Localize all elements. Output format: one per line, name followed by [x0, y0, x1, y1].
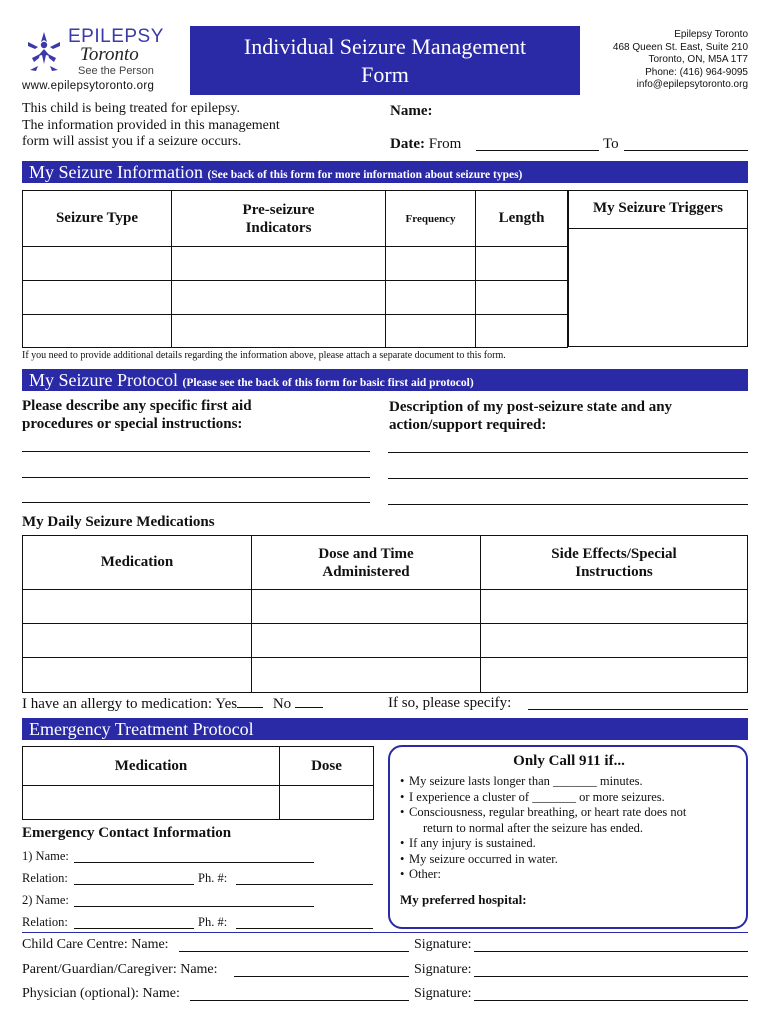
org-email[interactable]: info@epilepsytoronto.org: [636, 79, 748, 90]
contact-2-phone-field[interactable]: [236, 928, 373, 929]
contact-1-name-label: 1) Name:: [22, 849, 69, 863]
intro-text: [22, 101, 280, 151]
signature-divider: [22, 932, 748, 933]
contact-2-name-label: 2) Name:: [22, 893, 69, 907]
list-item: • Other:: [400, 867, 738, 883]
childcare-name-label: Child Care Centre: Name:: [22, 937, 169, 952]
call-911-list: [400, 774, 738, 883]
first-aid-line[interactable]: [22, 477, 370, 478]
seizure-info-note: (See back of this form for more information about seizure types): [207, 169, 523, 181]
seizure-info-heading: [22, 161, 748, 183]
table-cell[interactable]: [23, 281, 172, 315]
logo: [22, 26, 172, 78]
parent-name-field[interactable]: [234, 976, 409, 977]
col-pre-seizure-line-1: Pre-seizure: [242, 201, 315, 218]
col-length: Length: [476, 191, 568, 247]
title-box: [190, 26, 580, 95]
post-seizure-line[interactable]: [388, 504, 748, 505]
col-dose-time-line-1: Dose and Time: [318, 545, 414, 562]
table-cell[interactable]: [23, 590, 252, 624]
protocol-title: My Seizure Protocol: [29, 370, 178, 390]
allergy-no-label: No: [272, 696, 292, 712]
childcare-name-field[interactable]: [179, 951, 409, 952]
org-name: Epilepsy Toronto: [674, 29, 748, 40]
first-aid-prompt-line-2: procedures or special instructions:: [22, 416, 243, 432]
triggers-divider: [569, 228, 747, 229]
post-seizure-line[interactable]: [388, 452, 748, 453]
table-row: [23, 247, 568, 281]
parent-signature-label: Signature:: [414, 962, 472, 977]
post-seizure-prompt-line-2: action/support required:: [389, 417, 547, 433]
col-pre-seizure-line-2: Indicators: [245, 219, 312, 236]
logo-tagline: See the Person: [78, 65, 154, 77]
physician-signature-label: Signature:: [414, 986, 472, 1001]
allergy-no-field[interactable]: [295, 695, 323, 708]
physician-name-field[interactable]: [190, 1000, 409, 1001]
parent-name-label: Parent/Guardian/Caregiver: Name:: [22, 962, 218, 977]
col-medication: Medication: [23, 536, 252, 590]
title-line-1: Individual Seizure Management: [243, 34, 527, 59]
allergy-row: [22, 695, 323, 713]
post-seizure-line[interactable]: [388, 478, 748, 479]
contact-2-relation-field[interactable]: [74, 928, 194, 929]
table-row: [23, 658, 748, 693]
col-seizure-type: Seizure Type: [23, 191, 172, 247]
col-dose-time: [252, 536, 481, 590]
allergy-label: I have an allergy to medication: Yes: [22, 696, 238, 712]
table-cell[interactable]: [252, 590, 481, 624]
table-cell[interactable]: [252, 624, 481, 658]
website-link[interactable]: www.epilepsytoronto.org: [22, 80, 155, 92]
logo-city: Toronto: [80, 44, 139, 65]
list-item: • My seizure lasts longer than _______ minutes.: [400, 774, 738, 790]
allergy-yes-field[interactable]: [237, 695, 263, 708]
list-item: [400, 805, 738, 836]
childcare-signature-field[interactable]: [474, 951, 748, 952]
first-aid-prompt: [22, 397, 252, 433]
col-emergency-dose: Dose: [280, 747, 374, 786]
intro-line-2: The information provided in this management: [22, 117, 280, 133]
table-row: [23, 590, 748, 624]
col-side-effects-line-1: Side Effects/Special: [551, 545, 677, 562]
intro-line-1: This child is being treated for epilepsy.: [22, 101, 240, 116]
table-cell[interactable]: [386, 247, 476, 281]
org-address-2: Toronto, ON, M5A 1T7: [648, 54, 748, 65]
table-row: [23, 281, 568, 315]
parent-signature-field[interactable]: [474, 976, 748, 977]
table-cell[interactable]: [481, 658, 748, 693]
contact-1-relation-field[interactable]: [74, 884, 194, 885]
call-911-box: [388, 745, 748, 929]
allergy-specify-field[interactable]: [528, 709, 748, 710]
table-cell[interactable]: [23, 247, 172, 281]
table-row: [23, 786, 374, 820]
allergy-specify-label: If so, please specify:: [388, 695, 512, 711]
protocol-heading: [22, 369, 748, 391]
date-label: Date:: [390, 136, 425, 152]
table-cell[interactable]: [386, 315, 476, 348]
table-cell[interactable]: [23, 658, 252, 693]
preferred-hospital-label: My preferred hospital:: [400, 891, 527, 907]
table-cell[interactable]: [172, 315, 386, 348]
org-address-1: 468 Queen St. East, Suite 210: [612, 41, 748, 53]
physician-name-label: Physician (optional): Name:: [22, 986, 180, 1001]
date-row: [390, 136, 461, 153]
post-seizure-prompt-line-1: Description of my post-seizure state and any: [389, 399, 673, 415]
table-row: [23, 624, 748, 658]
triggers-box[interactable]: [568, 190, 748, 347]
table-cell[interactable]: [481, 590, 748, 624]
epilepsy-toronto-logo-icon: [24, 30, 64, 74]
table-cell[interactable]: [476, 315, 568, 348]
triggers-label: My Seizure Triggers: [593, 200, 723, 216]
call-item-3-line-1: • Consciousness, regular breathing, or heart rate does not: [409, 805, 687, 819]
col-frequency: Frequency: [386, 191, 476, 247]
org-phone: Phone: (416) 964-9095: [645, 66, 748, 78]
protocol-note: (Please see the back of this form for basic first aid protocol): [182, 377, 474, 389]
seizure-info-footnote: If you need to provide additional details regarding the information above, please attach a separate document to this form.: [22, 350, 506, 361]
contact-1-relation-label: Relation:: [22, 871, 68, 885]
physician-signature-field[interactable]: [474, 1000, 748, 1001]
table-cell[interactable]: [476, 247, 568, 281]
logo-word: EPILEPSY: [68, 26, 164, 47]
date-to-label: To: [603, 136, 619, 152]
first-aid-line[interactable]: [22, 502, 370, 503]
col-side-effects-line-2: Instructions: [575, 563, 653, 580]
emergency-med-table: [22, 746, 374, 820]
medications-table: [22, 535, 748, 693]
seizure-info-table: [22, 190, 568, 348]
contact-1-phone-label: Ph. #:: [198, 871, 228, 885]
first-aid-line[interactable]: [22, 451, 370, 452]
date-from-field[interactable]: [476, 150, 599, 151]
col-emergency-medication: Medication: [23, 747, 280, 786]
table-row: [23, 315, 568, 348]
table-cell[interactable]: [23, 624, 252, 658]
emergency-contact-heading: Emergency Contact Information: [22, 825, 232, 841]
call-911-title: Only Call 911 if...: [513, 753, 625, 769]
title-line-2: Form: [361, 62, 409, 87]
table-cell[interactable]: [252, 658, 481, 693]
list-item: • My seizure occurred in water.: [400, 852, 738, 868]
date-from-label: From: [428, 136, 462, 152]
table-cell[interactable]: [386, 281, 476, 315]
post-seizure-prompt: [389, 398, 672, 434]
table-cell[interactable]: [23, 786, 280, 820]
contact-1-phone-field[interactable]: [236, 884, 373, 885]
medications-heading: My Daily Seizure Medications: [22, 514, 215, 530]
contact-2-name-field[interactable]: [74, 906, 314, 907]
seizure-info-title: My Seizure Information: [29, 162, 203, 182]
org-contact: [613, 29, 748, 92]
contact-2-relation-label: Relation:: [22, 915, 68, 929]
col-side-effects: [481, 536, 748, 590]
emergency-heading: Emergency Treatment Protocol: [22, 718, 748, 740]
first-aid-prompt-line-1: Please describe any specific first aid: [22, 398, 252, 414]
intro-line-3: form will assist you if a seizure occurs.: [22, 134, 242, 149]
contact-2-phone-label: Ph. #:: [198, 915, 228, 929]
table-cell[interactable]: [172, 281, 386, 315]
contact-1-name-field[interactable]: [74, 862, 314, 863]
col-pre-seizure: [172, 191, 386, 247]
table-cell[interactable]: [23, 315, 172, 348]
call-item-3-line-2: return to normal after the seizure has ended.: [423, 820, 644, 835]
childcare-signature-label: Signature:: [414, 937, 472, 952]
name-label: Name:: [390, 103, 433, 119]
col-dose-time-line-2: Administered: [322, 563, 410, 580]
date-to-field[interactable]: [624, 150, 748, 151]
table-cell[interactable]: [481, 624, 748, 658]
table-cell[interactable]: [172, 247, 386, 281]
table-cell[interactable]: [280, 786, 374, 820]
table-cell[interactable]: [476, 281, 568, 315]
list-item: • If any injury is sustained.: [400, 836, 738, 852]
list-item: • I experience a cluster of _______ or more seizures.: [400, 790, 738, 806]
